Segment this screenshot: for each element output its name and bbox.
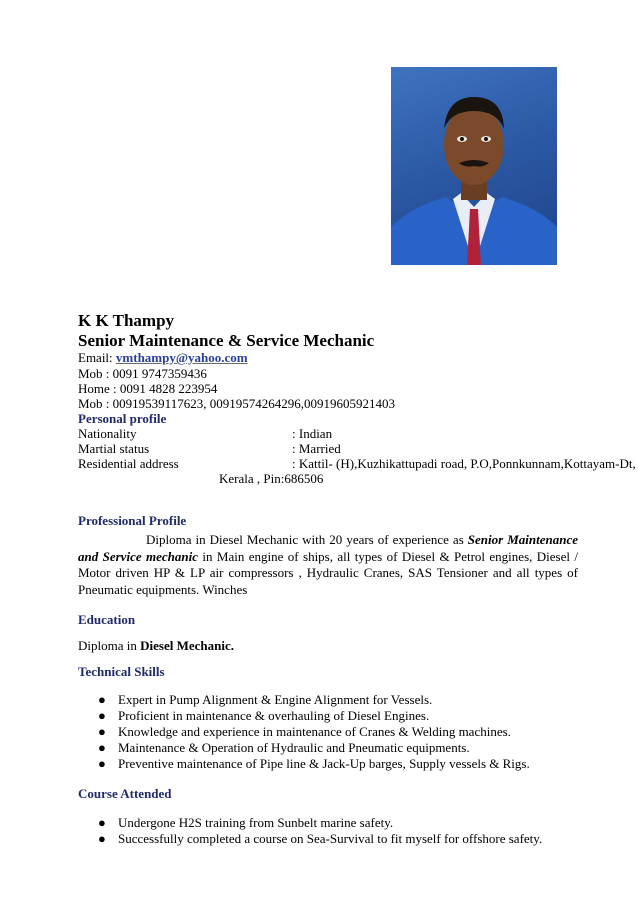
skills-list: [78, 692, 530, 772]
list-item-text: Undergone H2S training from Sunbelt marine safety.: [118, 815, 394, 830]
professional-summary: [78, 532, 578, 598]
list-item: [78, 692, 530, 708]
address-continuation: Kerala , Pin:686506: [219, 471, 324, 486]
profile-value: : Kattil- (H),Kuzhikattupadi road, P.O,Ponnkunnam,Kottayam-Dt,: [292, 456, 636, 471]
list-item: [78, 724, 530, 740]
summary-text-post: in Main engine of ships, all types of Diesel & Petrol engines, Diesel / Motor driven HP & LP air compressors , Hydraulic Cranes, SAS Tensioner and all types of Pneumatic equipments. Winches: [78, 548, 578, 597]
profile-row-marital: [78, 441, 578, 457]
summary-text-pre: Diploma in Diesel Mechanic with 20 years of experience as: [146, 532, 468, 547]
technical-skills-heading: Technical Skills: [78, 664, 165, 679]
education-bold: Diesel Mechanic.: [140, 638, 234, 653]
job-title: Senior Maintenance & Service Mechanic: [78, 331, 375, 350]
bullet-icon: ●: [98, 708, 106, 723]
mobile-line-2: Mob : 00919539117623, 00919574264296,00919605921403: [78, 396, 395, 411]
bullet-icon: ●: [98, 692, 106, 707]
profile-value: : Indian: [292, 426, 333, 441]
bullet-icon: ●: [98, 756, 106, 771]
education-detail: [78, 638, 234, 654]
profile-photo: [391, 67, 557, 265]
list-item: [78, 756, 530, 772]
profile-value: : Married: [292, 441, 341, 456]
list-item: [78, 831, 542, 847]
list-item-text: Successfully completed a course on Sea-Survival to fit myself for offshore safety.: [118, 831, 543, 846]
home-phone-line: Home : 0091 4828 223954: [78, 381, 218, 396]
education-pre: Diploma in: [78, 638, 141, 653]
candidate-name: K K Thampy: [78, 311, 175, 330]
bullet-icon: ●: [98, 831, 106, 846]
email-link[interactable]: vmthampy@yahoo.com: [115, 350, 248, 365]
list-item: [78, 708, 530, 724]
personal-profile-heading: Personal profile: [78, 411, 167, 426]
profile-label: Residential address: [78, 456, 179, 471]
bullet-icon: ●: [98, 815, 106, 830]
person-silhouette: [391, 67, 557, 265]
list-item-text: Maintenance & Operation of Hydraulic and Pneumatic equipments.: [118, 740, 470, 755]
courses-list: [78, 815, 542, 847]
education-heading: Education: [78, 612, 136, 627]
bullet-icon: ●: [98, 724, 106, 739]
list-item-text: Expert in Pump Alignment & Engine Alignment for Vessels.: [118, 692, 433, 707]
summary-emphasis: Senior Maintenance and Service mechanic: [78, 532, 579, 564]
list-item: [78, 740, 530, 756]
profile-row-nationality: [78, 426, 578, 442]
professional-profile-heading: Professional Profile: [78, 513, 187, 528]
email-line: [78, 350, 248, 366]
list-item-text: Knowledge and experience in maintenance of Cranes & Welding machines.: [118, 724, 511, 739]
list-item-text: Preventive maintenance of Pipe line & Jack-Up barges, Supply vessels & Rigs.: [118, 756, 530, 771]
list-item-text: Proficient in maintenance & overhauling of Diesel Engines.: [118, 708, 430, 723]
list-item: [78, 815, 542, 831]
bullet-icon: ●: [98, 740, 106, 755]
profile-row-address: [78, 456, 636, 472]
mobile-line: Mob : 0091 9747359436: [78, 366, 207, 381]
course-attended-heading: Course Attended: [78, 786, 172, 801]
profile-label: Martial status: [78, 441, 150, 456]
profile-label: Nationality: [78, 426, 137, 441]
email-label: Email:: [78, 350, 116, 365]
